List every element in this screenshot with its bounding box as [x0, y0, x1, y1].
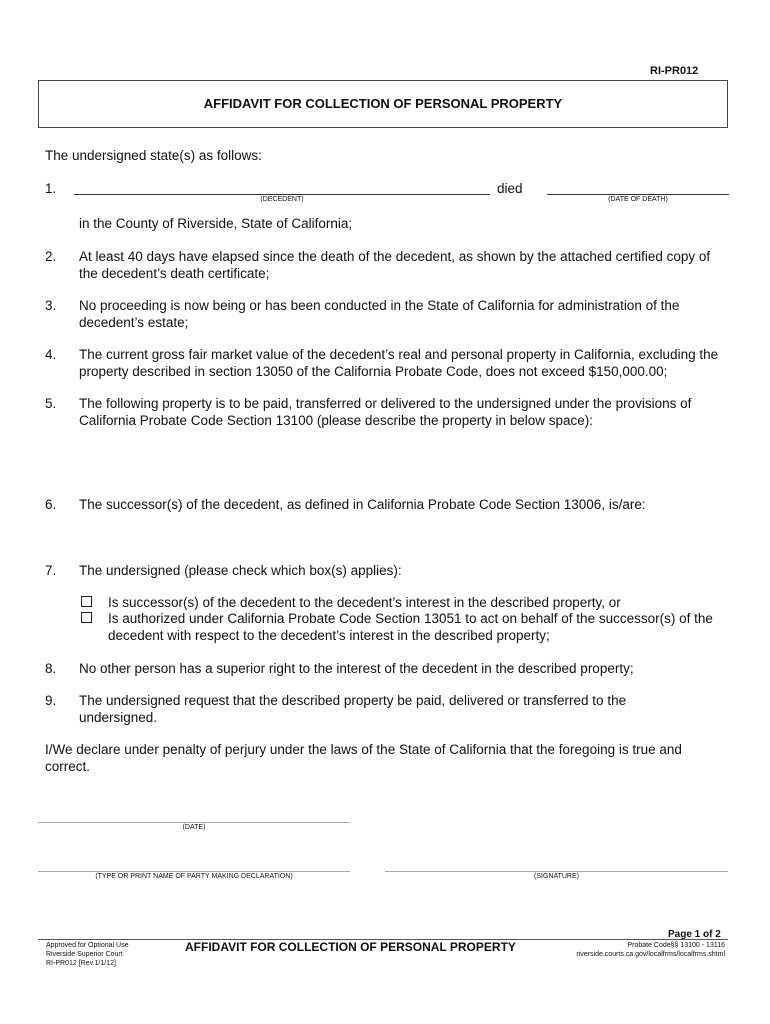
declaration-text: I/We declare under penalty of perjury under the laws of the State of California that the foregoing is true and correct. [45, 742, 682, 774]
died-label: died [497, 181, 523, 196]
signature-caption: (SIGNATURE) [534, 873, 579, 880]
item-8-number: 8. [45, 661, 57, 676]
authorized-checkbox[interactable] [81, 612, 92, 623]
successors-area[interactable] [79, 515, 729, 555]
item-6-number: 6. [45, 497, 57, 512]
signature-field[interactable] [385, 871, 728, 872]
approved-line-2: Riverside Superior Court [46, 951, 123, 958]
printed-name-caption: (TYPE OR PRINT NAME OF PARTY MAKING DECLARATION) [95, 873, 293, 880]
item-5-number: 5. [45, 396, 57, 411]
approved-line-3: RI-PR012 [Rev.1/1/12] [46, 960, 116, 967]
item-2-text: At least 40 days have elapsed since the death of the decedent, as shown by the attached certified copy of the decedent’s death certificate; [79, 249, 711, 281]
date-of-death-caption: (DATE OF DEATH) [608, 196, 668, 203]
item-9-text: The undersigned request that the described property be paid, delivered or transferred to the undersigned. [79, 693, 627, 725]
item-3-number: 3. [45, 298, 57, 313]
court-url[interactable]: riverside.courts.ca.gov/localfrms/localfrms.shtml [576, 951, 725, 958]
item-6-text: The successor(s) of the decedent, as defined in California Probate Code Section 13006, is/are: [79, 497, 646, 512]
date-signature-field[interactable] [38, 822, 350, 823]
item-7-number: 7. [45, 563, 57, 578]
authorized-checkbox-label: Is authorized under California Probate Code Section 13051 to act on behalf of the successor(s) of the decedent with respect to the decedent’s interest in the described property; [108, 611, 713, 643]
item-4-number: 4. [45, 347, 57, 362]
item-7-text: The undersigned (please check which box(s) applies): [79, 563, 402, 578]
county-line: in the County of Riverside, State of California; [79, 216, 353, 231]
property-description-area[interactable] [79, 432, 729, 492]
item-1-number: 1. [45, 181, 57, 196]
decedent-field[interactable] [74, 194, 490, 195]
date-of-death-field[interactable] [547, 194, 729, 195]
form-id: RI-PR012 [650, 65, 699, 77]
date-signature-caption: (DATE) [182, 824, 206, 831]
item-3-text: No proceeding is now being or has been conducted in the State of California for administration of the decedent’s estate; [79, 298, 680, 330]
item-8-text: No other person has a superior right to the interest of the decedent in the described property; [79, 661, 634, 676]
code-reference: Probate Code§§ 13100 - 13116 [627, 942, 725, 949]
form-title: AFFIDAVIT FOR COLLECTION OF PERSONAL PROPERTY [203, 96, 563, 111]
footer-title: AFFIDAVIT FOR COLLECTION OF PERSONAL PROPERTY [185, 940, 516, 954]
item-4-text: The current gross fair market value of the decedent’s real and personal property in California, excluding the property described in section 13050 of the California Probate Code, does not exceed $150,000.00; [79, 347, 719, 379]
item-5-text: The following property is to be paid, transferred or delivered to the undersigned under the provisions of California Probate Code Section 13100 (please describe the property in below space): [79, 396, 692, 428]
successor-checkbox-label: Is successor(s) of the decedent to the decedent’s interest in the described property, or [108, 595, 621, 610]
printed-name-field[interactable] [38, 871, 350, 872]
successor-checkbox[interactable] [81, 596, 92, 607]
item-9-number: 9. [45, 693, 57, 708]
decedent-caption: (DECEDENT) [260, 196, 304, 203]
item-2-number: 2. [45, 249, 57, 264]
intro-text: The undersigned state(s) as follows: [45, 148, 262, 163]
approved-line-1: Approved for Optional Use [46, 942, 129, 949]
page-number: Page 1 of 2 [668, 929, 721, 940]
